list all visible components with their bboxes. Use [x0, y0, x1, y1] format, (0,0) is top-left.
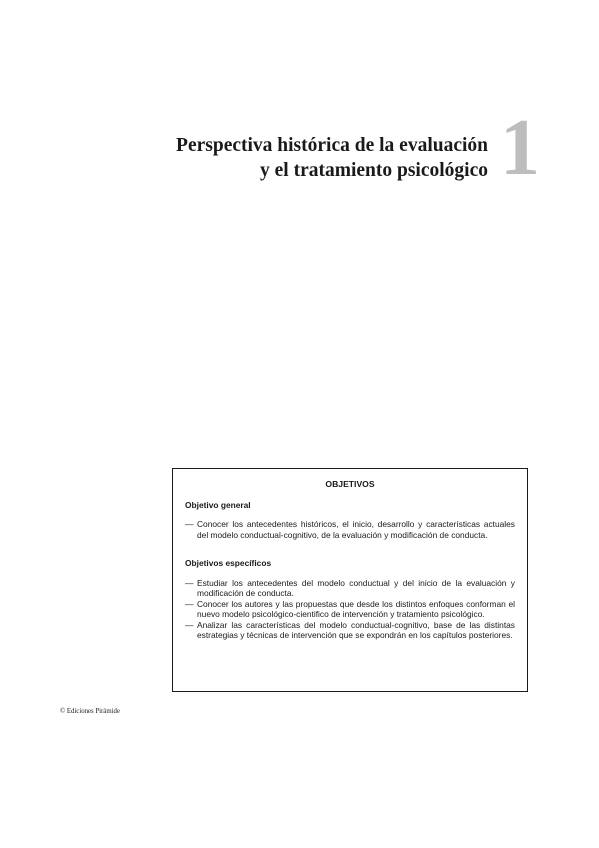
chapter-title-line-2: y el tratamiento psicológico — [260, 160, 488, 181]
dash-bullet: — — [185, 619, 194, 630]
list-item-text: Conocer los autores y las propuestas que desde los distintos enfoques conforman el nuevo modelo psicológico-cientifico de intervención y tratamiento psicológico. — [197, 598, 515, 619]
objectives-box — [172, 468, 528, 692]
dash-bullet: — — [185, 598, 194, 609]
specific-objectives-list — [185, 578, 515, 641]
copyright-footer: © Ediciones Pirámide — [60, 708, 120, 715]
list-item-text: Estudiar los antecedentes del modelo conductual y del inicio de la evaluación y modificación de conducta. — [197, 577, 515, 598]
list-item — [185, 599, 515, 620]
dash-bullet: — — [185, 519, 194, 529]
list-item — [185, 519, 515, 540]
specific-objectives-heading: Objetivos específicos — [185, 558, 272, 568]
list-item-text: Conocer los antecedentes históricos, el inicio, desarrollo y características actuales del modelo conductual-cognitivo, de la evaluación y modificación de conducta. — [197, 519, 515, 540]
general-objective-heading: Objetivo general — [185, 499, 251, 510]
list-item — [185, 578, 515, 599]
chapter-title-line-1: Perspectiva histórica de la evaluación — [176, 135, 488, 156]
chapter-title — [176, 133, 488, 183]
dash-bullet: — — [185, 577, 194, 588]
list-item — [185, 620, 515, 641]
list-item-text: Analizar las características del modelo conductual-cognitivo, base de las distintas estrategias y técnicas de intervención que se expondrán en los capítulos posteriores. — [197, 619, 515, 640]
general-objective-list — [185, 519, 515, 540]
objectives-heading: OBJETIVOS — [325, 479, 375, 489]
chapter-number: 1 — [500, 104, 540, 192]
